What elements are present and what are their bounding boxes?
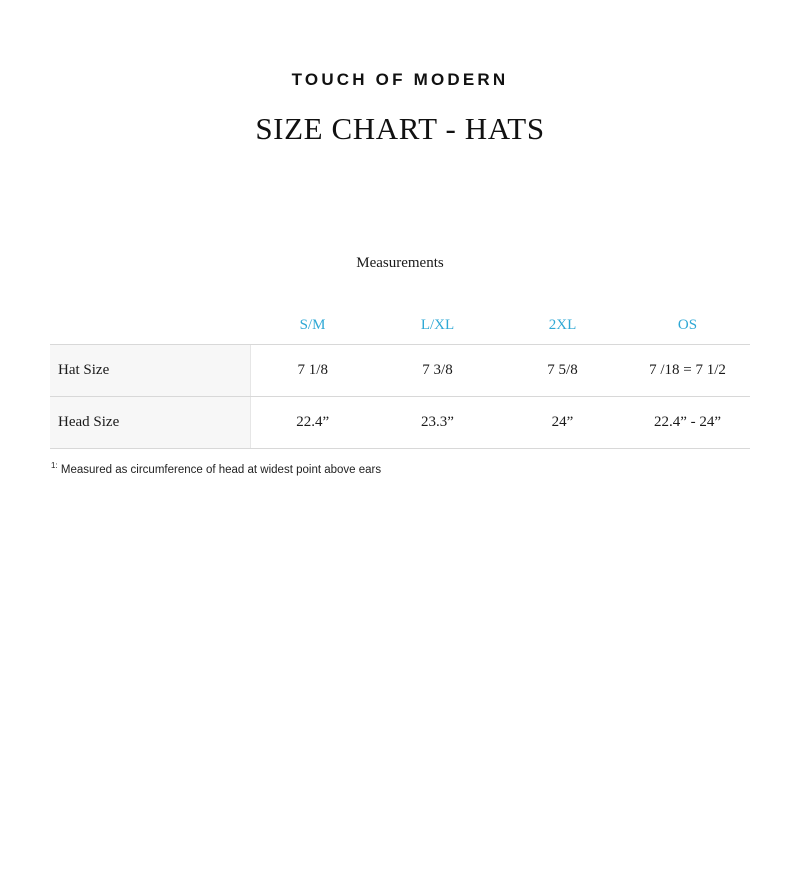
table-header bbox=[50, 306, 750, 345]
cell-head-size-2xl: 24” bbox=[500, 397, 625, 449]
row-label-hat-size: Hat Size bbox=[50, 345, 250, 397]
column-header-2xl: 2XL bbox=[500, 306, 625, 345]
column-header-sm: S/M bbox=[250, 306, 375, 345]
table-body bbox=[50, 345, 750, 449]
footnote-marker: 1: bbox=[51, 461, 58, 470]
row-label-head-size: Head Size bbox=[50, 397, 250, 449]
cell-head-size-sm: 22.4” bbox=[250, 397, 375, 449]
brand-logo: TOUCH OF MODERN bbox=[291, 70, 509, 89]
cell-head-size-lxl: 23.3” bbox=[375, 397, 500, 449]
cell-hat-size-2xl: 7 5/8 bbox=[500, 345, 625, 397]
footnote-text: Measured as circumference of head at widest point above ears bbox=[57, 463, 382, 476]
column-header-os: OS bbox=[625, 306, 750, 345]
cell-hat-size-lxl: 7 3/8 bbox=[375, 345, 500, 397]
page-title: SIZE CHART - HATS bbox=[255, 111, 545, 146]
table-header-row bbox=[50, 306, 750, 345]
size-chart-table-wrap bbox=[50, 306, 750, 449]
size-chart-table bbox=[50, 306, 750, 449]
size-chart-page bbox=[0, 70, 800, 870]
cell-head-size-os: 22.4” - 24” bbox=[625, 397, 750, 449]
cell-hat-size-os: 7 /18 = 7 1/2 bbox=[625, 345, 750, 397]
table-row bbox=[50, 397, 750, 449]
column-header-lxl: L/XL bbox=[375, 306, 500, 345]
table-row bbox=[50, 345, 750, 397]
table-corner-header bbox=[50, 306, 250, 345]
cell-hat-size-sm: 7 1/8 bbox=[250, 345, 375, 397]
measurements-label: Measurements bbox=[356, 255, 444, 271]
footnote bbox=[49, 461, 751, 476]
